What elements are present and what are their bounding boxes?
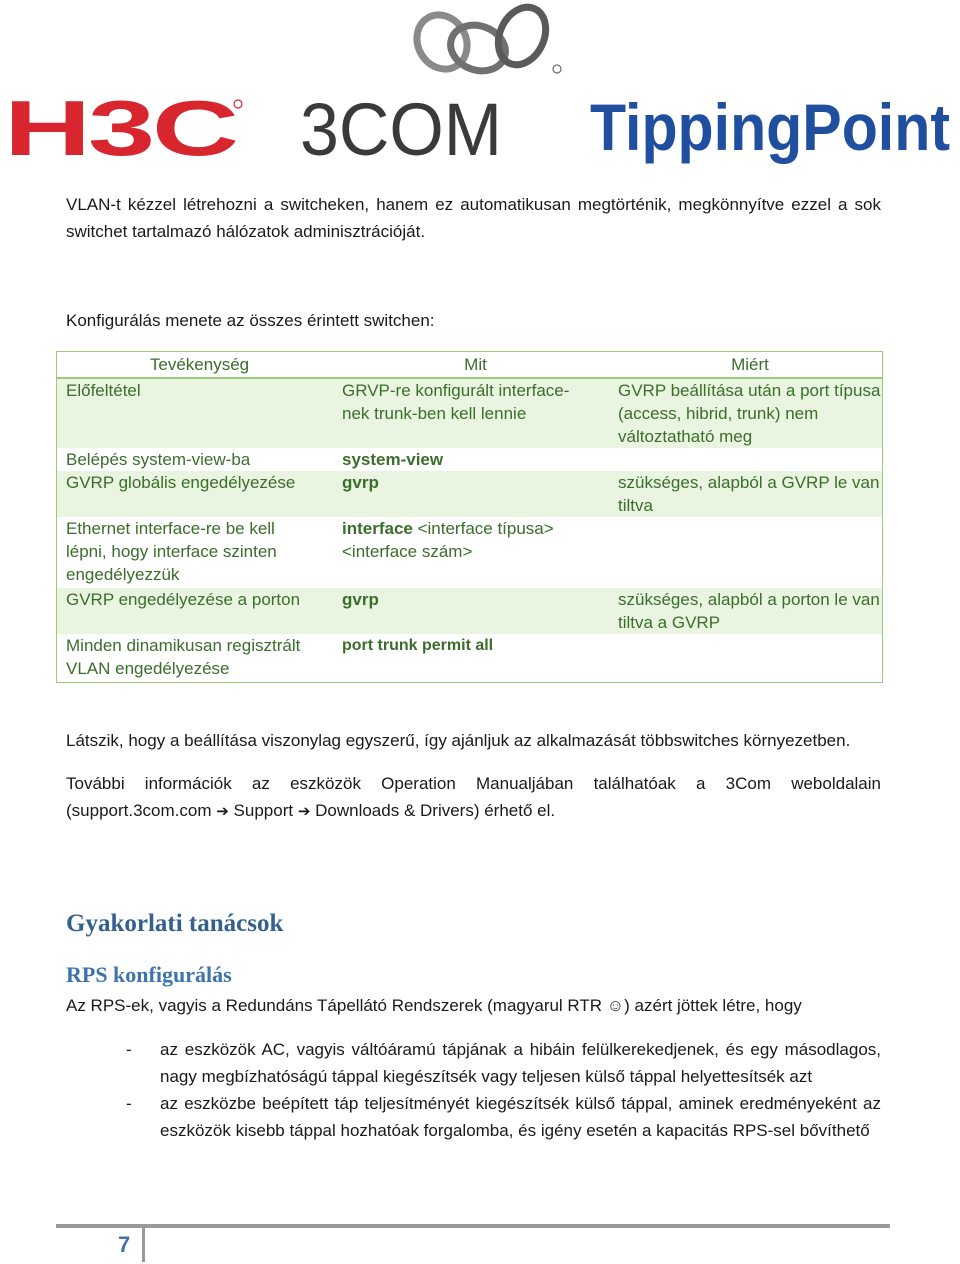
rps-intro — [66, 992, 881, 1019]
table-header — [57, 352, 882, 379]
cell-what: gvrp — [342, 590, 379, 609]
svg-text:3COM: 3COM — [300, 88, 502, 171]
arrow-right-icon: ➔ — [216, 802, 229, 820]
h3c-logo — [4, 84, 242, 172]
header-activity: Tevékenység — [149, 355, 250, 374]
more-info-paragraph — [66, 770, 881, 825]
svg-text:H3C: H3C — [4, 84, 238, 172]
cell-why — [609, 634, 882, 682]
smiley-icon: ☺ — [606, 996, 625, 1015]
rps-intro-b: ) azért jöttek létre, hogy — [624, 996, 802, 1015]
bullet-dash: - — [126, 1040, 132, 1059]
header-what: Mit — [464, 355, 487, 374]
section-subheading: RPS konfigurálás — [66, 962, 232, 987]
summary-paragraph: Látszik, hogy a beállítása viszonylag egyszerű, így ajánljuk az alkalmazását többswitches környezetben. — [66, 731, 851, 750]
cell-activity: Előfeltétel — [66, 381, 141, 400]
cell-activity: Belépés system-view-ba — [66, 450, 251, 469]
list-item — [126, 1090, 881, 1174]
cell-what-args: <interface típusa> <interface szám> — [342, 519, 554, 561]
table-row — [57, 517, 882, 588]
cell-what-command: interface — [342, 519, 413, 538]
list-item-text: az eszközök AC, vagyis váltóáramú tápjának a hibáin felülkerekedjenek, és egy másodlagos, nagy megbízhatóságú táppal kiegészítsék vagy teljesen külső táppal helyettesítsék azt — [160, 1040, 881, 1086]
rps-intro-a: Az RPS-ek, vagyis a Redundáns Tápellátó Rendszerek (magyarul RTR — [66, 996, 607, 1015]
table-row — [57, 379, 882, 448]
section-heading: Gyakorlati tanácsok — [66, 910, 284, 937]
more-info-text-a: További információk az eszközök Operation Manualjában találhatóak a 3Com weboldalain (support.3com.com — [66, 774, 881, 820]
arrow-right-icon: ➔ — [297, 802, 311, 820]
more-info-text-b: Support — [228, 801, 298, 820]
cell-why: szükséges, alapból a porton le van tiltva a GVRP — [618, 590, 880, 632]
cell-why — [609, 517, 882, 588]
page-number: 7 — [118, 1232, 131, 1257]
list-item-text: az eszközbe beépített táp teljesítményét kiegészítsék külső táppal, aminek eredményeként az eszközök kisebb táppal hozhatóak forgalomba, és igény esetén a kapacitás RPS-sel bővíthető — [160, 1094, 881, 1140]
cell-what: system-view — [342, 450, 444, 469]
3com-logo — [300, 0, 561, 171]
cell-what: port trunk permit all — [342, 637, 494, 654]
cell-what: GRVP-re konfigurált interface-nek trunk-ben kell lennie — [342, 381, 570, 423]
cell-activity: Ethernet interface-re be kell lépni, hogy interface szinten engedélyezzük — [66, 519, 277, 584]
logo-banner — [0, 0, 960, 180]
table-row — [57, 634, 882, 682]
config-intro: Konfigurálás menete az összes érintett switchen: — [66, 311, 435, 330]
table-row — [57, 448, 882, 471]
cell-why — [609, 448, 882, 471]
more-info-text-c: Downloads & Drivers) érhető el. — [310, 801, 556, 820]
header-why: Miért — [731, 355, 769, 374]
bullet-dash: - — [126, 1094, 132, 1113]
footer-divider — [56, 1224, 890, 1228]
cell-why: szükséges, alapból a GVRP le van tiltva — [618, 473, 880, 515]
cell-activity: GVRP globális engedélyezése — [66, 473, 296, 492]
gvrp-config-table — [56, 351, 883, 683]
tippingpoint-logo — [590, 90, 950, 164]
list-item — [126, 1036, 881, 1092]
table-row — [57, 588, 882, 634]
lead-paragraph: VLAN-t kézzel létrehozni a switcheken, hanem ez automatikusan megtörténik, megkönnyítve ezzel a sok switchet tartalmazó hálózatok adminisztrációját. — [66, 195, 881, 241]
3com-rings-icon — [407, 0, 554, 78]
table-row — [57, 471, 882, 517]
cell-activity: GVRP engedélyezése a porton — [66, 590, 301, 609]
cell-activity: Minden dinamikusan regisztrált VLAN engedélyezése — [66, 636, 301, 678]
svg-text:TippingPoint: TippingPoint — [590, 90, 951, 164]
cell-what: gvrp — [342, 473, 379, 492]
page-number-bar — [142, 1228, 145, 1262]
cell-what — [333, 517, 609, 588]
cell-why: GVRP beállítása után a port típusa (access, hibrid, trunk) nem változtatható meg — [618, 381, 881, 446]
